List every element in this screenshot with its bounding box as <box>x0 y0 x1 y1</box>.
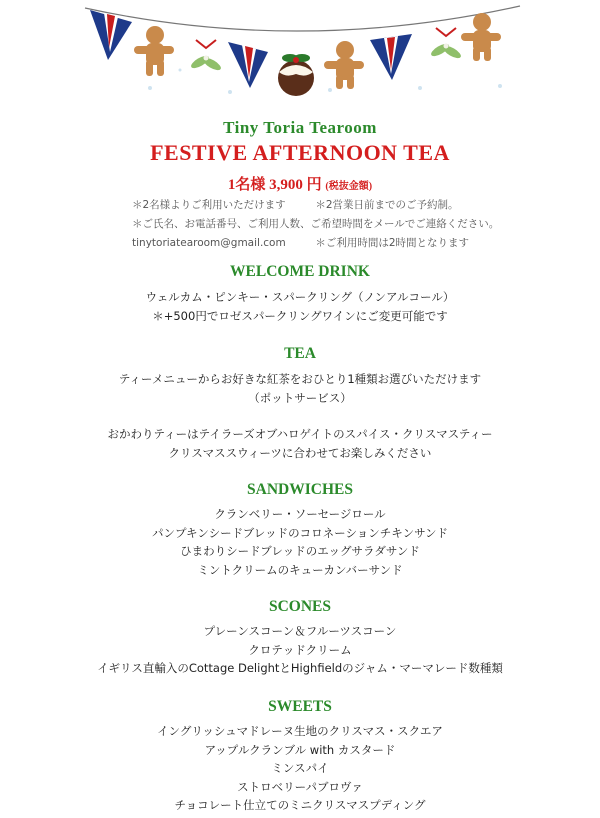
list-item: クロテッドクリーム <box>248 642 352 657</box>
list-item: ウェルカム・ピンキー・スパークリング（ノンアルコール） <box>145 290 455 304</box>
list-item: ＊+500円でロゼスパークリングワインにご変更可能です <box>152 308 448 323</box>
price <box>0 173 600 194</box>
mistletoe-icon <box>429 28 462 60</box>
note-duration: ＊ご利用時間は2時間となります <box>315 237 470 249</box>
string-line <box>85 6 520 31</box>
list-item: イギリス直輸入のCottage DelightとHighfieldのジャム・マーマレード数種類 <box>97 661 503 675</box>
snowflake-icon <box>148 69 502 95</box>
list-item: ひまわりシードブレッドのエッグサラダサンド <box>180 544 420 558</box>
note-contact-details: ＊ご氏名、お電話番号、ご利用人数、ご希望時間をメールでご連絡ください。 <box>132 218 500 230</box>
price-value: 1名様 3,900 円 <box>227 177 322 193</box>
section-heading-scones: SCONES <box>268 598 332 615</box>
union-jack-flag-icon <box>370 34 412 80</box>
page-title: FESTIVE AFTERNOON TEA <box>150 140 450 165</box>
list-item: ストロベリーパブロヴァ <box>237 779 363 794</box>
gingerbread-man-icon <box>324 41 364 89</box>
union-jack-flag-icon <box>90 10 132 60</box>
tea-list <box>0 370 600 462</box>
list-item: （ポットサービス） <box>248 390 352 405</box>
note-reservation: ＊2営業日前までのご予約制。 <box>315 199 459 211</box>
list-item: ミンスパイ <box>271 761 329 775</box>
scones-list <box>0 622 600 678</box>
list-item: イングリッシュマドレーヌ生地のクリスマス・スクエア <box>157 724 443 738</box>
price-tax-note: (税抜金額) <box>325 181 373 192</box>
list-item: クランベリー・ソーセージロール <box>214 507 386 521</box>
bunting-banner <box>0 0 600 100</box>
sandwiches-list <box>0 505 600 579</box>
christmas-pudding-icon <box>278 54 314 96</box>
list-item: チョコレート仕立てのミニクリスマスプディング <box>174 798 426 812</box>
welcome-drink-list <box>0 288 600 325</box>
gingerbread-man-icon <box>134 26 174 76</box>
list-item: パンプキンシードブレッドのコロネーションチキンサンド <box>151 525 449 540</box>
list-item: クリスマススウィーツに合わせてお楽しみください <box>168 445 432 460</box>
sweets-list <box>0 722 600 815</box>
section-heading-sweets: SWEETS <box>268 698 332 715</box>
list-item: プレーンスコーン＆フルーツスコーン <box>203 624 397 638</box>
booking-notes <box>132 196 499 253</box>
section-heading-tea: TEA <box>284 345 316 362</box>
list-item: ティーメニューからお好きな紅茶をおひとり1種類お選びいただけます <box>118 372 482 386</box>
list-item: ミントクリームのキューカンバーサンド <box>197 562 403 577</box>
union-jack-flag-icon <box>228 42 268 88</box>
list-item: アップルクランブル with カスタード <box>204 742 396 757</box>
gingerbread-man-icon <box>461 13 501 61</box>
email-link[interactable]: tinytoriatearoom@gmail.com <box>132 237 286 249</box>
note-min-guests: ＊2名様よりご利用いただけます <box>132 199 286 211</box>
section-heading-sandwiches: SANDWICHES <box>247 481 353 498</box>
tearoom-name: Tiny Toria Tearoom <box>223 118 377 137</box>
list-item: おかわりティーはテイラーズオブハロゲイトのスパイス・クリスマスティー <box>107 427 493 441</box>
mistletoe-icon <box>189 40 222 72</box>
section-heading-welcome-drink: WELCOME DRINK <box>230 263 370 280</box>
